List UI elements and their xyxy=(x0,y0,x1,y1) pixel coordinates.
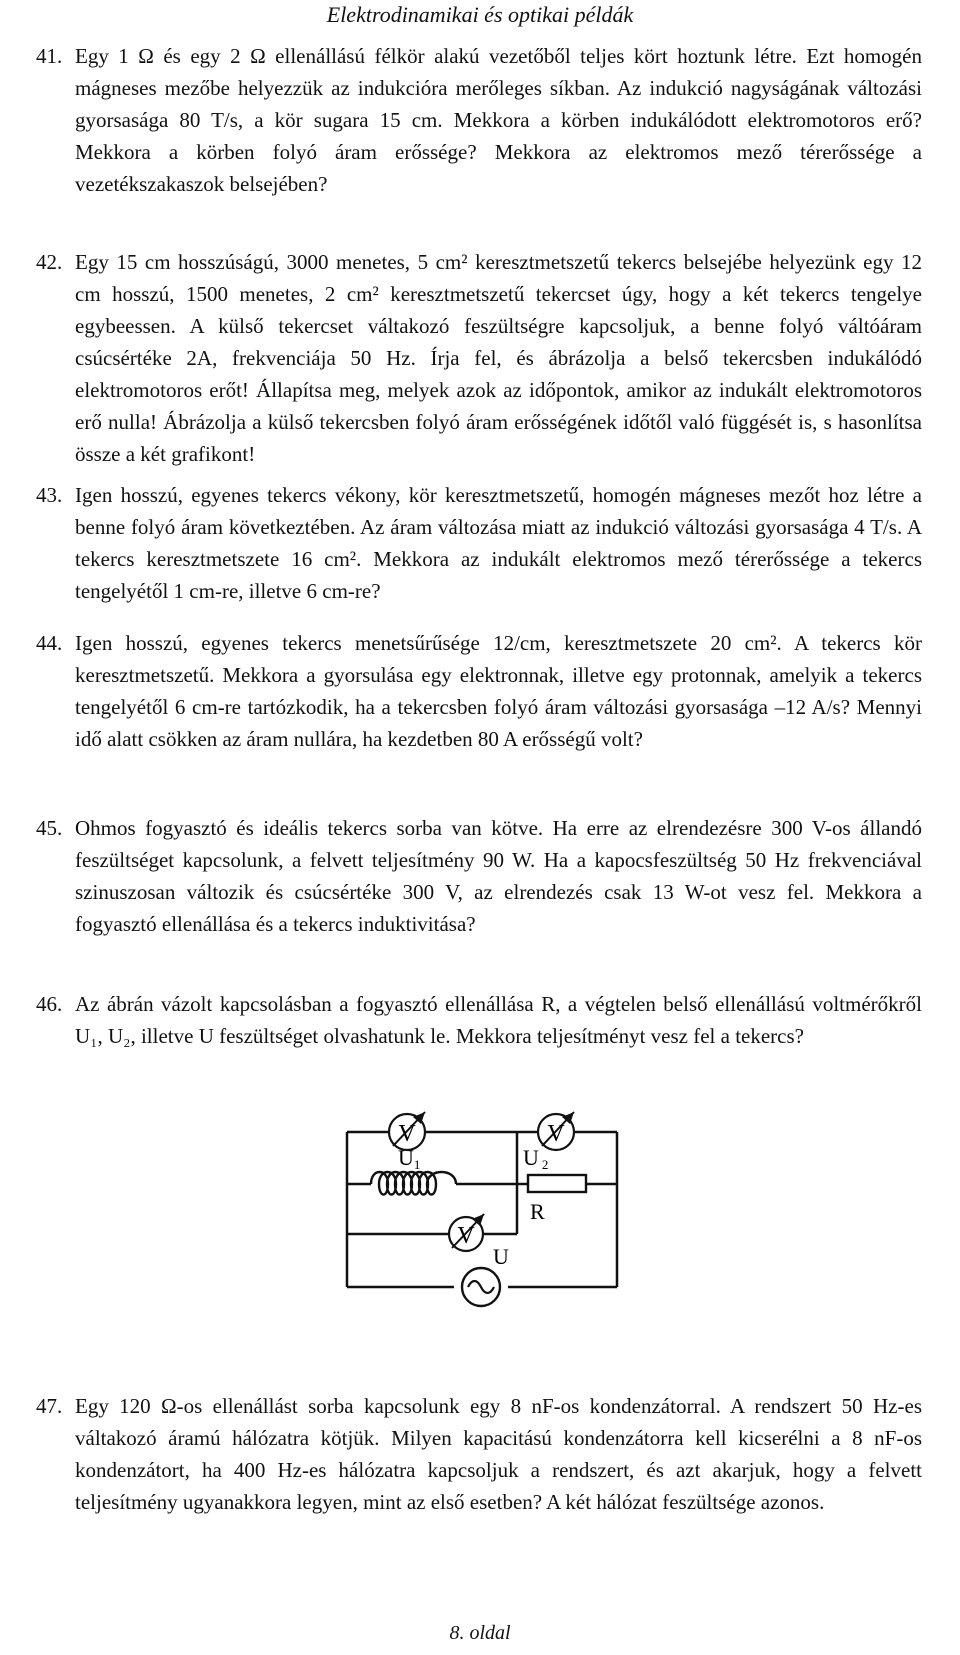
problem-number: 46. xyxy=(36,992,63,1016)
label-u1: U1 xyxy=(398,1145,421,1172)
label-u: U xyxy=(493,1244,509,1269)
inductor-icon xyxy=(371,1172,456,1195)
ac-source-icon xyxy=(462,1268,500,1306)
problem-number: 45. xyxy=(36,816,63,840)
page-number: 8. oldal xyxy=(449,1622,511,1644)
voltmeter-u2-icon xyxy=(538,1112,574,1150)
problem-number: 47. xyxy=(36,1394,63,1418)
problem-text: Igen hosszú, egyenes tekercs menetsűrűsége 12/cm, keresztmetszete 20 cm². A tekercs kör keresztmetszetű. Mekkora a gyorsulása egy elektronnak, illetve egy protonnak, amelyik a tekercs tengelyétől 6 cm-re tartózkodik, ha a tekercsben folyó áram változási gyorsasága –12 A/s? Mennyi idő alatt csökken az áram nullára, ha kezdetben 80 A erősségű volt? xyxy=(75,631,922,751)
voltmeter-symbol: V xyxy=(398,1121,416,1147)
voltmeter-symbol: V xyxy=(457,1223,475,1249)
voltmeter-symbol: V xyxy=(547,1121,565,1147)
problem-number: 41. xyxy=(36,44,63,68)
problem-text: Ohmos fogyasztó és ideális tekercs sorba van kötve. Ha erre az elrendezésre 300 V-os állandó feszültséget kapcsolunk, a felvett teljesítmény 90 W. Ha a kapocsfeszültség 50 Hz frekvenciával szinuszosan változik és csúcsértéke 300 V, az elrendezés csak 13 W-ot vesz fel. Mekkora a fogyasztó ellenállása és a tekercs induktivitása? xyxy=(75,816,922,936)
problem-number: 43. xyxy=(36,483,63,507)
problem-text: Egy 1 Ω és egy 2 Ω ellenállású félkör alakú vezetőből teljes kört hoztunk létre. Ezt homogén mágneses mezőbe helyezzük az indukcióra merőleges síkban. Az indukció nagyságának változási gyorsasága 80 T/s, a kör sugara 15 cm. Mekkora a körben indukálódott elektromotoros erő? Mekkora a körben folyó áram erőssége? Mekkora az elektromos mező térerőssége a vezetékszakaszok belsejében? xyxy=(75,44,922,196)
label-r: R xyxy=(530,1199,545,1224)
problem-number: 42. xyxy=(36,250,63,274)
problem-text: Igen hosszú, egyenes tekercs vékony, kör keresztmetszetű, homogén mágneses mezőt hoz létre a benne folyó áram következtében. Az áram változása miatt az indukció változási gyorsasága 4 T/s. A tekercs keresztmetszete 16 cm². Mekkora az indukált elektromos mező térerőssége a tekercs tengelyétől 1 cm-re, illetve 6 cm-re? xyxy=(75,483,922,603)
problem-47 xyxy=(36,1390,922,1518)
label-u2: U 2 xyxy=(523,1145,549,1172)
problem-number: 44. xyxy=(36,631,63,655)
problem-text: Az ábrán vázolt kapcsolásban a fogyasztó ellenállása R, a végtelen belső ellenállású voltmérőkről U₁, U₂, illetve U feszültséget olvashatunk le. Mekkora teljesítményt vesz fel a tekercs? xyxy=(75,992,922,1048)
problem-text: Egy 120 Ω-os ellenállást sorba kapcsolunk egy 8 nF-os kondenzátorral. A rendszert 50 Hz-es váltakozó áramú hálózatra kötjük. Milyen kapacitású kondenzátorra kell kicserélni a 8 nF-os kondenzátort, ha 400 Hz-es hálózatra kapcsoljuk a rendszert, és azt akarjuk, hogy a felvett teljesítmény ugyanakkora legyen, mint az első esetben? A két hálózat feszültsége azonos. xyxy=(75,1394,922,1514)
resistor-icon xyxy=(528,1175,586,1192)
problem-text: Egy 15 cm hosszúságú, 3000 menetes, 5 cm² keresztmetszetű tekercs belsejébe helyezünk egy 12 cm hosszú, 1500 menetes, 2 cm² keresztmetszetű tekercset úgy, hogy a két tekercs tengelye egybeessen. A külső tekercset váltakozó feszültségre kapcsoljuk, a benne folyó váltóáram csúcsértéke 2A, frekvenciája 50 Hz. Írja fel, és ábrázolja a belső tekercsben indukálódó elektromotoros erőt! Állapítsa meg, melyek azok az időpontok, amikor az indukált elektromotoros erő nulla! Ábrázolja a külső tekercsben folyó áram erősségének időtől való függését is, s hasonlítsa össze a két grafikont! xyxy=(75,250,922,466)
voltmeter-u-icon xyxy=(449,1214,484,1251)
running-header: Elektrodinamikai és optikai példák xyxy=(326,2,634,27)
